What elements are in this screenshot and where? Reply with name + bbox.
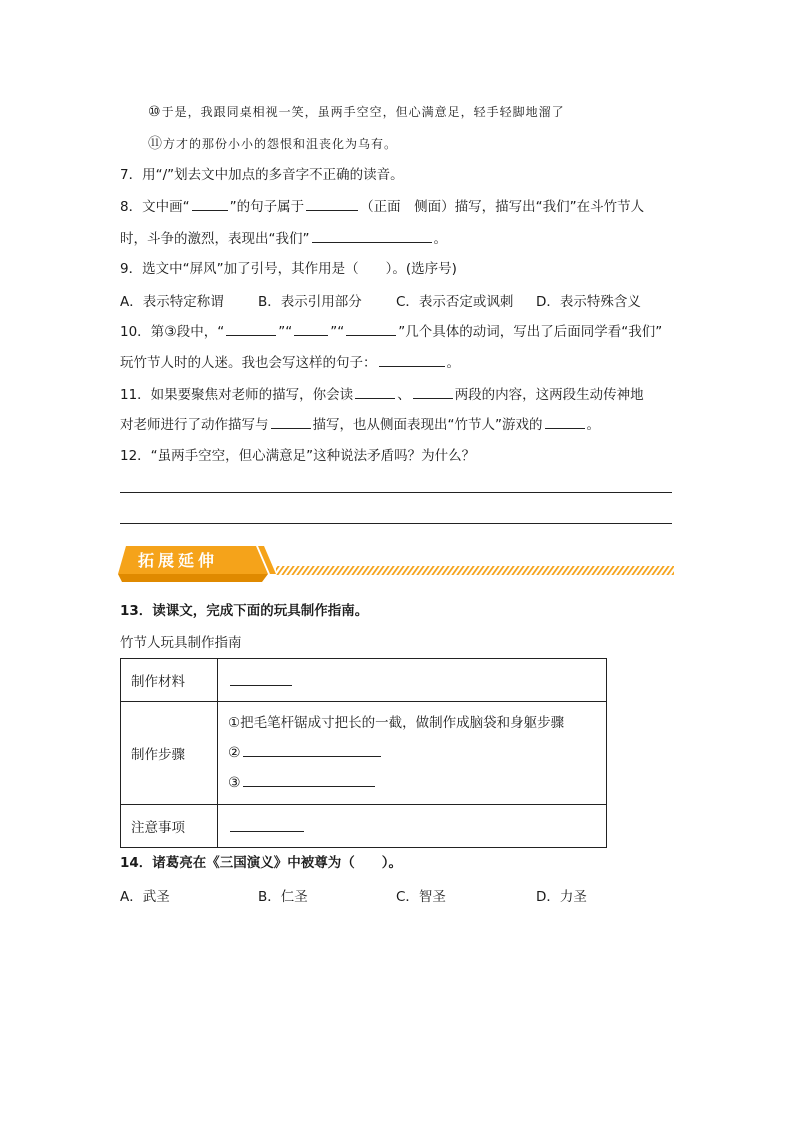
question-13: 13．读课文，完成下面的玩具制作指南。 <box>120 603 369 619</box>
notes-cell <box>218 805 607 848</box>
q10-paragraph-number: ③ <box>164 324 177 340</box>
q9-option-d[interactable]: D．表示特殊含义 <box>536 294 641 310</box>
step-3-blank[interactable] <box>243 772 375 787</box>
question-10-line-2 <box>120 352 460 373</box>
q8-text-b: ”的句子属于 <box>229 199 305 215</box>
q11-text-d: 对老师进行了动作描写与 <box>120 417 269 433</box>
table-title: 竹节人玩具制作指南 <box>120 635 242 651</box>
step-1: ①把毛笔杆锯成寸把长的一截，做制作成脑袋和身躯步骤 <box>228 715 565 731</box>
steps-cell <box>218 702 607 805</box>
step-3 <box>228 772 596 794</box>
q11-text-b: 、 <box>397 387 411 403</box>
q8-text-d: 时，斗争的激烈，表现出“我们” <box>120 231 310 247</box>
q10-text-e: ”几个具体的动词，写出了后面同学看“我们” <box>398 324 663 340</box>
q12-answer-line-1[interactable] <box>120 492 672 493</box>
q10-text-b: 段中，“ <box>176 324 225 340</box>
q8-blank-underline-type[interactable] <box>192 196 228 211</box>
q10-blank-verb-2[interactable] <box>294 321 328 336</box>
table-row-notes <box>121 805 607 848</box>
table-row-materials <box>121 659 607 702</box>
q10-text-a: 10．第 <box>120 324 165 340</box>
table-row-steps <box>121 702 607 805</box>
materials-cell <box>218 659 607 702</box>
question-14: 14．诸葛亮在《三国演义》中被尊为（ ）。 <box>120 855 403 871</box>
banner-hatch-stripe <box>276 566 674 575</box>
passage-line-10 <box>148 102 565 122</box>
step-3-number: ③ <box>228 775 241 791</box>
question-8-line-2 <box>120 228 447 249</box>
q12-answer-line-2[interactable] <box>120 523 672 524</box>
toy-guide-table <box>120 658 607 848</box>
q14-option-d[interactable]: D．力圣 <box>536 889 587 905</box>
step-2-number: ② <box>228 745 241 761</box>
steps-label: 制作步骤 <box>121 702 218 805</box>
question-12: 12．“虽两手空空，但心满意足”这种说法矛盾吗？为什么？ <box>120 448 476 464</box>
section-title: 拓展延伸 <box>138 551 219 570</box>
q11-blank-game-quality[interactable] <box>545 414 585 429</box>
notes-label: 注意事项 <box>121 805 218 848</box>
question-9-stem: 9．选文中“屏风”加了引号，其作用是（ ）。(选序号) <box>120 261 457 277</box>
question-11-line-2 <box>120 414 600 435</box>
question-7: 7．用“/”划去文中加点的多音字不正确的读音。 <box>120 167 404 183</box>
q8-text-a: 8．文中画“ <box>120 199 190 215</box>
paragraph-number-10: ⑩ <box>148 104 162 120</box>
materials-blank[interactable] <box>230 671 292 686</box>
question-11-line-1 <box>120 384 644 405</box>
q8-text-e: 。 <box>433 231 447 247</box>
q11-text-e: 描写，也从侧面表现出“竹节人”游戏的 <box>312 417 543 433</box>
question-10-line-1 <box>120 321 662 342</box>
q11-blank-paragraph-1[interactable] <box>355 384 395 399</box>
materials-label: 制作材料 <box>121 659 218 702</box>
step-2-blank[interactable] <box>243 742 381 757</box>
q8-blank-description-type[interactable] <box>306 196 358 211</box>
passage-line-11 <box>148 134 397 154</box>
step-2 <box>228 742 596 764</box>
q10-text-f: 玩竹节人时的人迷。我也会写这样的句子： <box>120 355 377 371</box>
q10-blank-verb-1[interactable] <box>226 321 276 336</box>
q11-text-f: 。 <box>586 417 600 433</box>
paragraph-number-11: ⑪ <box>148 136 163 152</box>
q11-text-c: 两段的内容，这两段生动传神地 <box>454 387 644 403</box>
q11-text-a: 11．如果要聚焦对老师的描写，你会读 <box>120 387 354 403</box>
q10-text-c: ”“ <box>278 324 293 340</box>
q10-text-g: 。 <box>446 355 460 371</box>
passage-text-11: 方才的那份小小的怨恨和沮丧化为乌有。 <box>163 137 398 151</box>
q14-option-a[interactable]: A．武圣 <box>120 889 170 905</box>
q8-text-c: （正面 侧面）描写，描写出“我们”在斗竹节人 <box>360 199 645 215</box>
q9-option-c[interactable]: C．表示否定或讽刺 <box>396 294 514 310</box>
q9-option-b[interactable]: B．表示引用部分 <box>258 294 362 310</box>
q14-option-c[interactable]: C．智圣 <box>396 889 446 905</box>
q11-blank-description[interactable] <box>271 414 311 429</box>
banner-tab-shadow <box>118 574 268 582</box>
q10-blank-verb-3[interactable] <box>346 321 396 336</box>
question-8-line-1 <box>120 196 644 217</box>
q9-option-a[interactable]: A．表示特定称谓 <box>120 294 224 310</box>
q8-blank-expression[interactable] <box>312 228 432 243</box>
notes-blank[interactable] <box>230 817 304 832</box>
q11-blank-paragraph-2[interactable] <box>413 384 453 399</box>
q10-text-d: ”“ <box>330 324 345 340</box>
q14-option-b[interactable]: B．仁圣 <box>258 889 308 905</box>
passage-text-10: 于是，我跟同桌相视一笑，虽两手空空，但心满意足，轻手轻脚地溜了 <box>161 105 565 119</box>
q10-blank-sentence[interactable] <box>379 352 445 367</box>
